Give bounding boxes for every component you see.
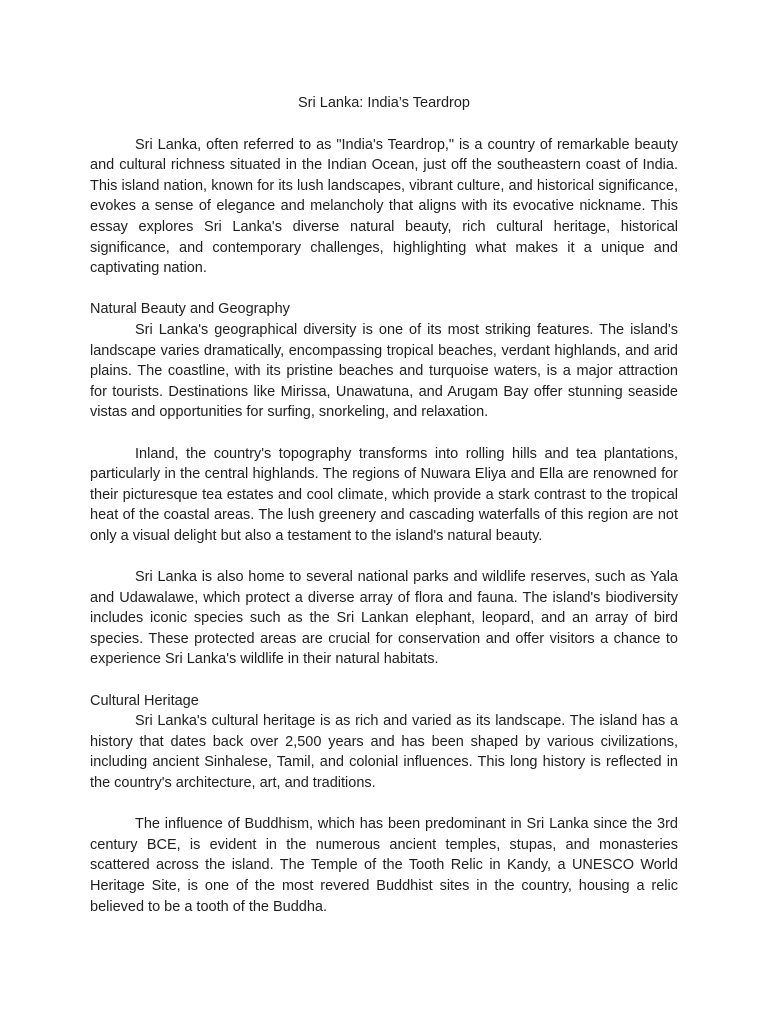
paragraph-gap <box>90 546 678 567</box>
document-page <box>90 93 678 917</box>
natural-beauty-paragraph-2: Inland, the country's topography transforms into rolling hills and tea plantations, particularly in the central highlands. The regions of Nuwara Eliya and Ella are renowned for their picturesque tea estates and cool climate, which provide a stark contrast to the tropical heat of the coastal areas. The lush greenery and cascading waterfalls of this region are not only a visual delight but also a testament to the island's natural beauty. <box>90 445 678 544</box>
paragraph-gap <box>90 279 678 300</box>
paragraph-gap <box>90 423 678 444</box>
section-heading-natural-beauty: Natural Beauty and Geography <box>90 301 290 318</box>
paragraph-gap <box>90 794 678 815</box>
section-heading-cultural-heritage: Cultural Heritage <box>90 692 199 709</box>
document-title: Sri Lanka: India’s Teardrop <box>298 95 470 111</box>
cultural-heritage-paragraph-2: The influence of Buddhism, which has been predominant in Sri Lanka since the 3rd century BCE, is evident in the numerous ancient temples, stupas, and monasteries scattered across the island. The Temple of the Tooth Relic in Kandy, a UNESCO World Heritage Site, is one of the most revered Buddhist sites in the country, housing a relic believed to be a tooth of the Buddha. <box>90 816 678 915</box>
cultural-heritage-paragraph-1: Sri Lanka's cultural heritage is as rich and varied as its landscape. The island has a history that dates back over 2,500 years and has been shaped by various civilizations, including ancient Sinhalese, Tamil, and colonial influences. This long history is reflected in the country's architecture, art, and traditions. <box>90 713 678 791</box>
paragraph-gap <box>90 670 678 691</box>
natural-beauty-paragraph-1: Sri Lanka's geographical diversity is one of its most striking features. The island's landscape varies dramatically, encompassing tropical beaches, verdant highlands, and arid plains. The coastline, with its pristine beaches and turquoise waters, is a major attraction for tourists. Destinations like Mirissa, Unawatuna, and Arugam Bay offer stunning seaside vistas and opportunities for surfing, snorkeling, and relaxation. <box>90 321 678 421</box>
natural-beauty-paragraph-3: Sri Lanka is also home to several national parks and wildlife reserves, such as Yala and Udawalawe, which protect a diverse array of flora and fauna. The island's biodiversity includes iconic species such as the Sri Lankan elephant, leopard, and an array of bird species. These protected areas are crucial for conservation and offer visitors a chance to experience Sri Lanka's wildlife in their natural habitats. <box>90 569 678 668</box>
intro-paragraph: Sri Lanka, often referred to as "India's Teardrop," is a country of remarkable beauty and cultural richness situated in the Indian Ocean, just off the southeastern coast of India. This island nation, known for its lush landscapes, vibrant culture, and historical significance, evokes a sense of elegance and melancholy that aligns with its evocative nickname. This essay explores Sri Lanka's diverse natural beauty, rich cultural heritage, historical significance, and contemporary challenges, highlighting what makes it a unique and captivating nation. <box>90 136 678 277</box>
